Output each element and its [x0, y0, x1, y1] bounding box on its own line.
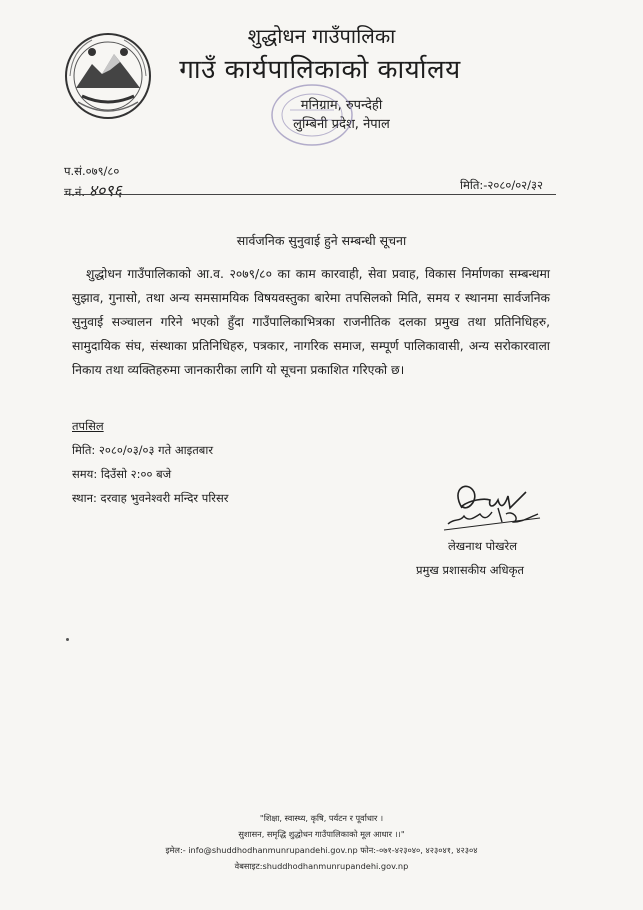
office-seal-icon	[268, 80, 356, 150]
footer-website: वेबसाइट:shuddhodhanmunrupandehi.gov.np	[234, 861, 409, 871]
office-address: मनिग्राम, रुपन्देही	[300, 98, 383, 113]
patra-sankhya: प.सं.०७९/८०	[64, 164, 120, 178]
signer-block	[416, 534, 524, 582]
footer-contact: इमेल:- info@shuddhodhanmunrupandehi.gov.np फोन:-०७१-४२३०४०, ४२३०४१, ४२३०४	[165, 845, 478, 855]
chalani-row	[64, 181, 122, 202]
handwritten-signature-icon	[440, 478, 550, 536]
details-place: स्थान: दरवाह भुवनेश्वरी मन्दिर परिसर	[72, 491, 229, 505]
footer-motto-2: सुशासन, समृद्धि शुद्धोधन गाउँपालिकाको मूल आधार ।।"	[238, 829, 405, 839]
schedule-details	[72, 414, 228, 510]
footer-motto-1: "शिक्षा, स्वास्थ्य, कृषि, पर्यटन र पूर्वाधार ।	[259, 813, 384, 823]
details-date: मिति: २०८०/०३/०३ गते आइतबार	[72, 443, 214, 457]
signer-title: प्रमुख प्रशासकीय अधिकृत	[416, 563, 524, 577]
notice-subject: सार्वजनिक सुनुवाई हुने सम्बन्धी सूचना	[236, 233, 407, 248]
office-name: गाउँ कार्यपालिकाको कार्यालय	[179, 55, 461, 85]
notice-body: शुद्धोधन गाउँपालिकाको आ.व. २०७९/८० का काम कारवाही, सेवा प्रवाह, विकास निर्माणका सम्बन्धमा सुझाव, गुनासो, तथा अन्य समसामयिक विषयवस्तुका बारेमा तपसिलको मिति, समय र स्थानमा सार्वजनिक सुनुवाई सञ्चालन गरिने भएको हुँदा गाउँपालिकाभित्रका राजनीतिक दलका प्रमुख तथा प्रतिनिधिहरु, सामुदायिक संघ, संस्थाका प्रतिनिधिहरु, पत्रकार, नागरिक समाज, सम्पूर्ण पालिकावासी, अन्य सरोकारवाला निकाय तथा व्यक्तिहरुमा जानकारीका लागि यो सूचना प्रकाशित गरिएको छ।	[72, 267, 550, 377]
chalani-number: ४०९६	[88, 181, 122, 200]
details-heading: तपसिल	[72, 419, 104, 433]
municipality-name: शुद्धोधन गाउँपालिका	[247, 24, 396, 48]
margin-dot	[66, 638, 69, 641]
letter-footer	[0, 810, 643, 874]
reference-block	[64, 162, 122, 202]
details-time: समय: दिउँसो २:०० बजे	[72, 467, 172, 481]
signer-name: लेखनाथ पोखरेल	[448, 539, 517, 553]
letter-date: मिति:-२०८०/०२/३२	[459, 178, 543, 192]
office-province: लुम्बिनी प्रदेश, नेपाल	[293, 117, 390, 132]
header-divider	[64, 194, 556, 195]
chalani-label: च.नं.	[64, 185, 85, 199]
